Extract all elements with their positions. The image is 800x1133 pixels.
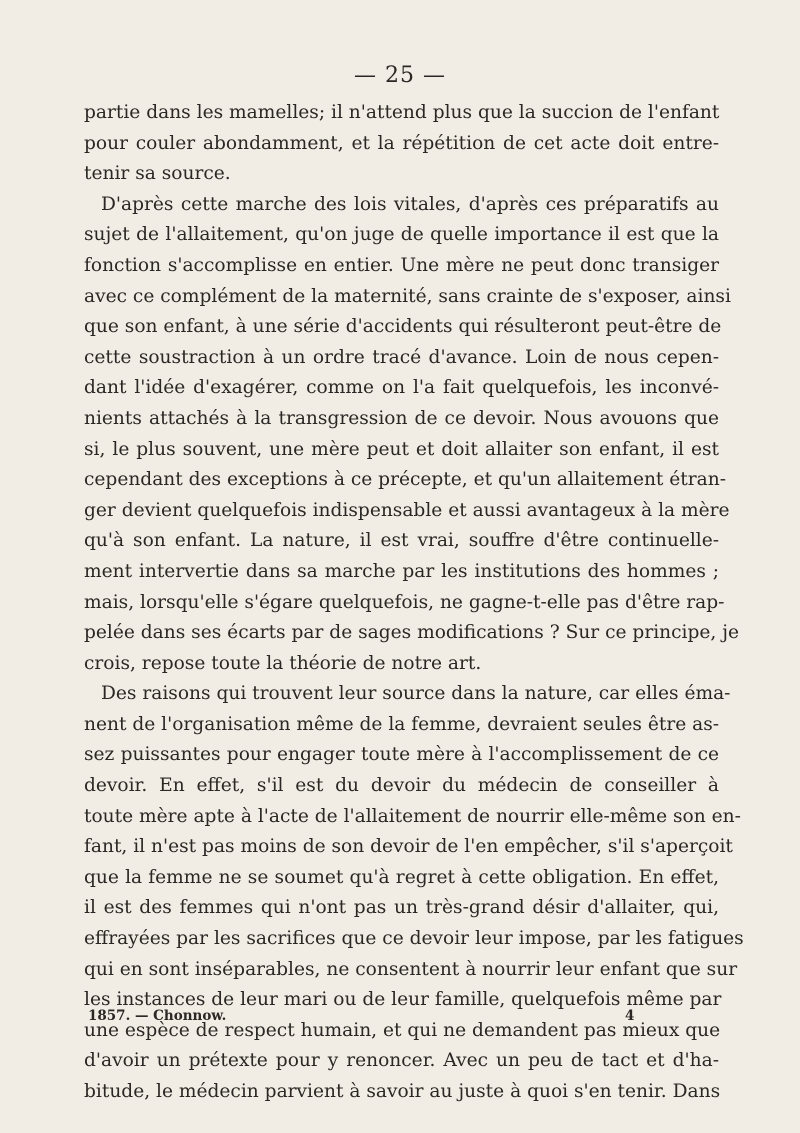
text-line: sez puissantes pour engager toute mère à l'accomplissement de ce <box>84 744 719 766</box>
text-line: que son enfant, à une série d'accidents qui résulteront peut-être de <box>84 316 722 338</box>
text-line: crois, repose toute la théorie de notre art. <box>84 652 482 674</box>
text-line: ment intervertie dans sa marche par les institutions des hommes ; <box>84 560 719 582</box>
body-text <box>84 98 744 1108</box>
text-line: dant l'idée d'exagérer, comme on l'a fait quelquefois, les inconvé- <box>84 377 719 399</box>
page-number: — 25 — <box>354 63 446 88</box>
text-line: bitude, le médecin parvient à savoir au juste à quoi s'en tenir. Dans <box>84 1081 721 1102</box>
text-line: fant, il n'est pas moins de son devoir de l'en empêcher, s'il s'aperçoit <box>84 836 733 858</box>
text-line: mais, lorsqu'elle s'égare quelquefois, ne gagne-t-elle pas d'être rap- <box>84 591 725 613</box>
text-line: si, le plus souvent, une mère peut et doit allaiter son enfant, il est <box>84 438 719 460</box>
text-line: avec ce complément de la maternité, sans crainte de s'exposer, ainsi <box>84 285 731 307</box>
signature-mark: 4 <box>625 1008 635 1024</box>
page-footer <box>88 1008 635 1024</box>
text-line: il est des femmes qui n'ont pas un très-grand désir d'allaiter, qui, <box>84 897 719 919</box>
text-line: effrayées par les sacrifices que ce devoir leur impose, par les fatigues <box>84 928 744 950</box>
text-line: devoir. En effet, s'il est du devoir du médecin de conseiller à <box>84 775 719 797</box>
text-line: pour couler abondamment, et la répétition de cet acte doit entre- <box>84 132 719 154</box>
text-line: ger devient quelquefois indispensable et aussi avantageux à la mère <box>84 499 730 521</box>
text-line: Des raisons qui trouvent leur source dans la nature, car elles éma- <box>101 683 731 705</box>
text-line: toute mère apte à l'acte de l'allaitement de nourrir elle-même son en- <box>84 805 741 827</box>
text-line: cette soustraction à un ordre tracé d'avance. Loin de nous cepen- <box>84 346 719 368</box>
text-line: que la femme ne se soumet qu'à regret à cette obligation. En effet, <box>84 866 719 888</box>
text-line: fonction s'accomplisse en entier. Une mère ne peut donc transiger <box>84 254 719 276</box>
text-line: sujet de l'allaitement, qu'on juge de quelle importance il est que la <box>84 224 719 246</box>
text-line: pelée dans ses écarts par de sages modifications ? Sur ce principe, je <box>84 622 739 644</box>
text-line: D'après cette marche des lois vitales, d'après ces préparatifs au <box>101 193 719 215</box>
text-line: d'avoir un prétexte pour y renoncer. Avec un peu de tact et d'ha- <box>84 1050 719 1072</box>
footer-imprint: 1857. — Chonnow. <box>88 1008 227 1024</box>
text-line: qui en sont inséparables, ne consentent à nourrir leur enfant que sur <box>84 958 738 980</box>
text-line: cependant des exceptions à ce précepte, et qu'un allaitement étran- <box>84 469 727 491</box>
text-line: qu'à son enfant. La nature, il est vrai, souffre d'être continuelle- <box>84 530 719 552</box>
text-line: nent de l'organisation même de la femme, devraient seules être as- <box>84 713 720 735</box>
text-line: nients attachés à la transgression de ce devoir. Nous avouons que <box>84 407 719 429</box>
text-line: tenir sa source. <box>84 163 231 185</box>
text-line: partie dans les mamelles; il n'attend plus que la succion de l'enfant <box>84 102 720 123</box>
text-line: les instances de leur mari ou de leur famille, quelquefois même par <box>84 989 722 1011</box>
text-line: une espèce de respect humain, et qui ne demandent pas mieux que <box>84 1019 721 1041</box>
